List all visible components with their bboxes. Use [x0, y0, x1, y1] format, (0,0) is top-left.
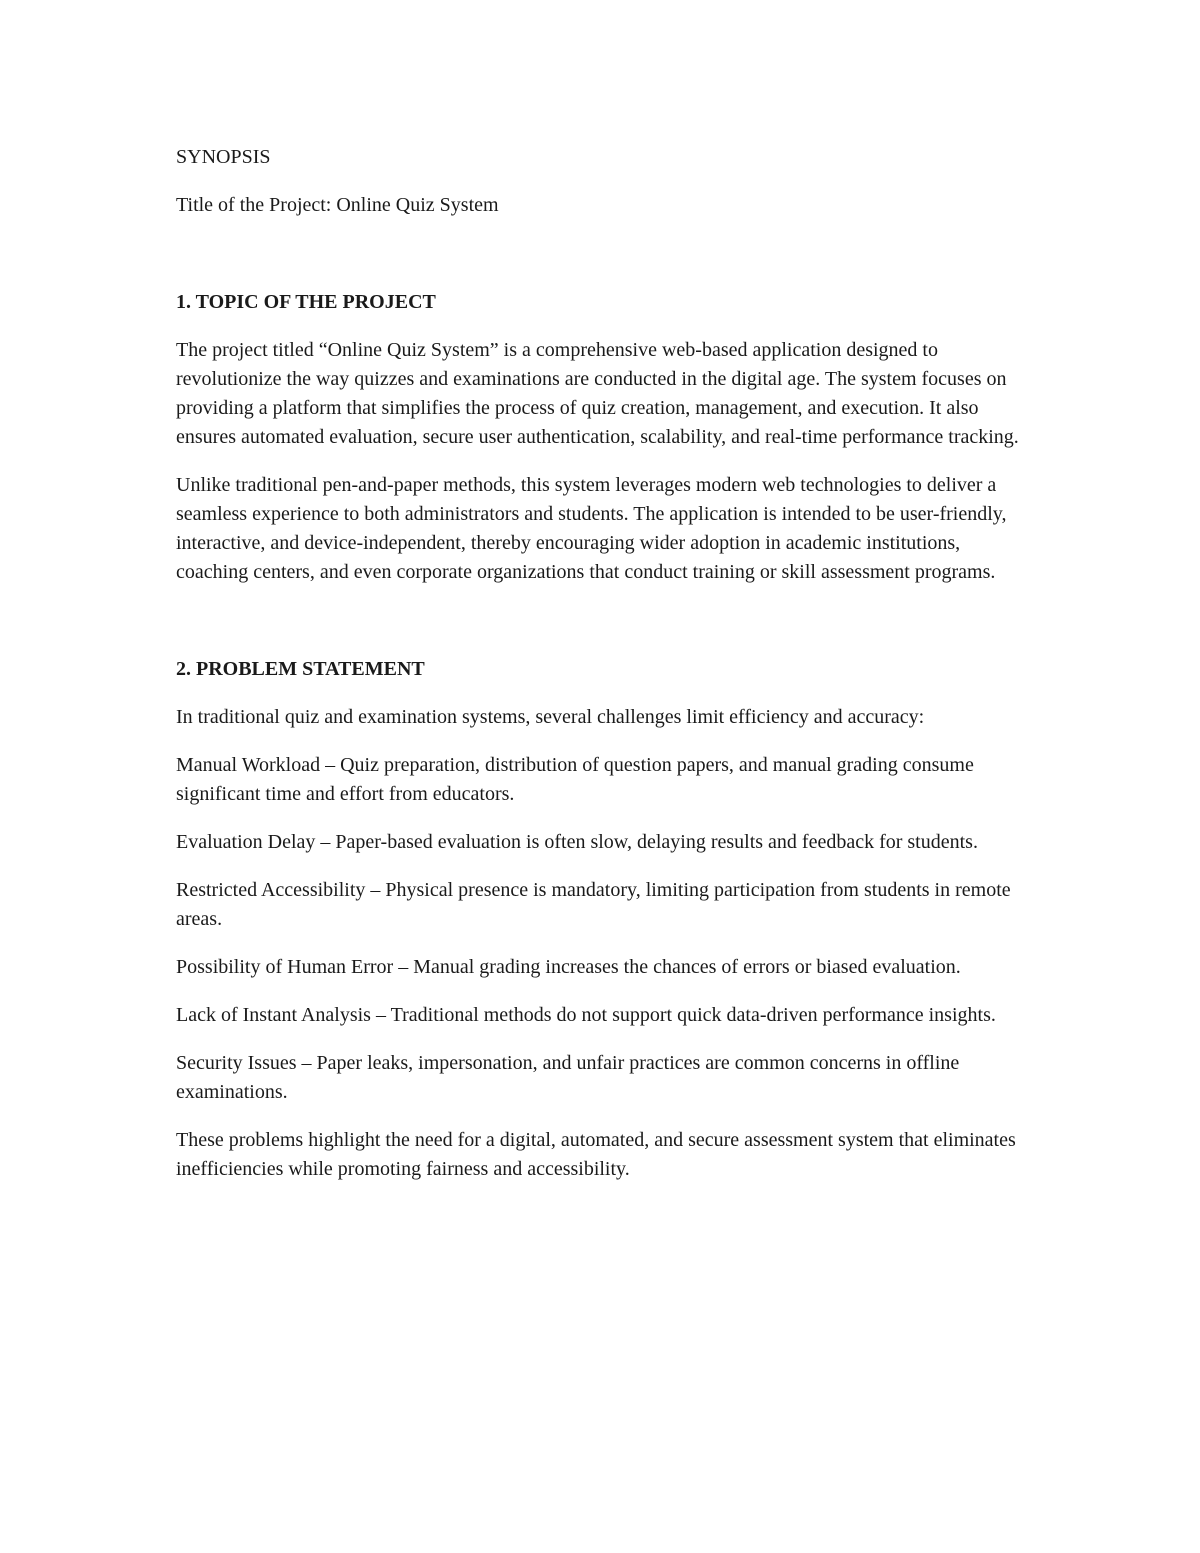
- problem-item-instant-analysis: Lack of Instant Analysis – Traditional methods do not support quick data-driven performance insights.: [176, 1004, 996, 1026]
- project-title: Title of the Project: Online Quiz System: [176, 194, 499, 216]
- section-heading-problem: 2. PROBLEM STATEMENT: [176, 658, 425, 680]
- problem-item-manual-workload: Manual Workload – Quiz preparation, distribution of question papers, and manual grading consume significant time and effort from educators.: [176, 754, 974, 805]
- paragraph-problem-conclusion: These problems highlight the need for a digital, automated, and secure assessment system that eliminates inefficiencies while promoting fairness and accessibility.: [176, 1129, 1016, 1180]
- document-title: SYNOPSIS: [176, 146, 271, 168]
- problem-item-evaluation-delay: Evaluation Delay – Paper-based evaluation is often slow, delaying results and feedback for students.: [176, 831, 978, 853]
- paragraph-problem-intro: In traditional quiz and examination systems, several challenges limit efficiency and accuracy:: [176, 706, 925, 728]
- problem-item-restricted-accessibility: Restricted Accessibility – Physical presence is mandatory, limiting participation from students in remote areas.: [176, 879, 1011, 930]
- document-content: [176, 143, 1036, 1184]
- section-heading-topic: 1. TOPIC OF THE PROJECT: [176, 291, 436, 313]
- problem-item-security-issues: Security Issues – Paper leaks, impersonation, and unfair practices are common concerns in offline examinations.: [176, 1052, 960, 1103]
- paragraph-topic-1: The project titled “Online Quiz System” is a comprehensive web-based application designed to revolutionize the way quizzes and examinations are conducted in the digital age. The system focuses on providing a platform that simplifies the process of quiz creation, management, and execution. It also ensures automated evaluation, secure user authentication, scalability, and real-time performance tracking.: [176, 339, 1019, 448]
- problem-item-human-error: Possibility of Human Error – Manual grading increases the chances of errors or biased evaluation.: [176, 956, 961, 978]
- paragraph-topic-2: Unlike traditional pen-and-paper methods, this system leverages modern web technologies to deliver a seamless experience to both administrators and students. The application is intended to be user-friendly, interactive, and device-independent, thereby encouraging wider adoption in academic institutions, coaching centers, and even corporate organizations that conduct training or skill assessment programs.: [176, 474, 1007, 583]
